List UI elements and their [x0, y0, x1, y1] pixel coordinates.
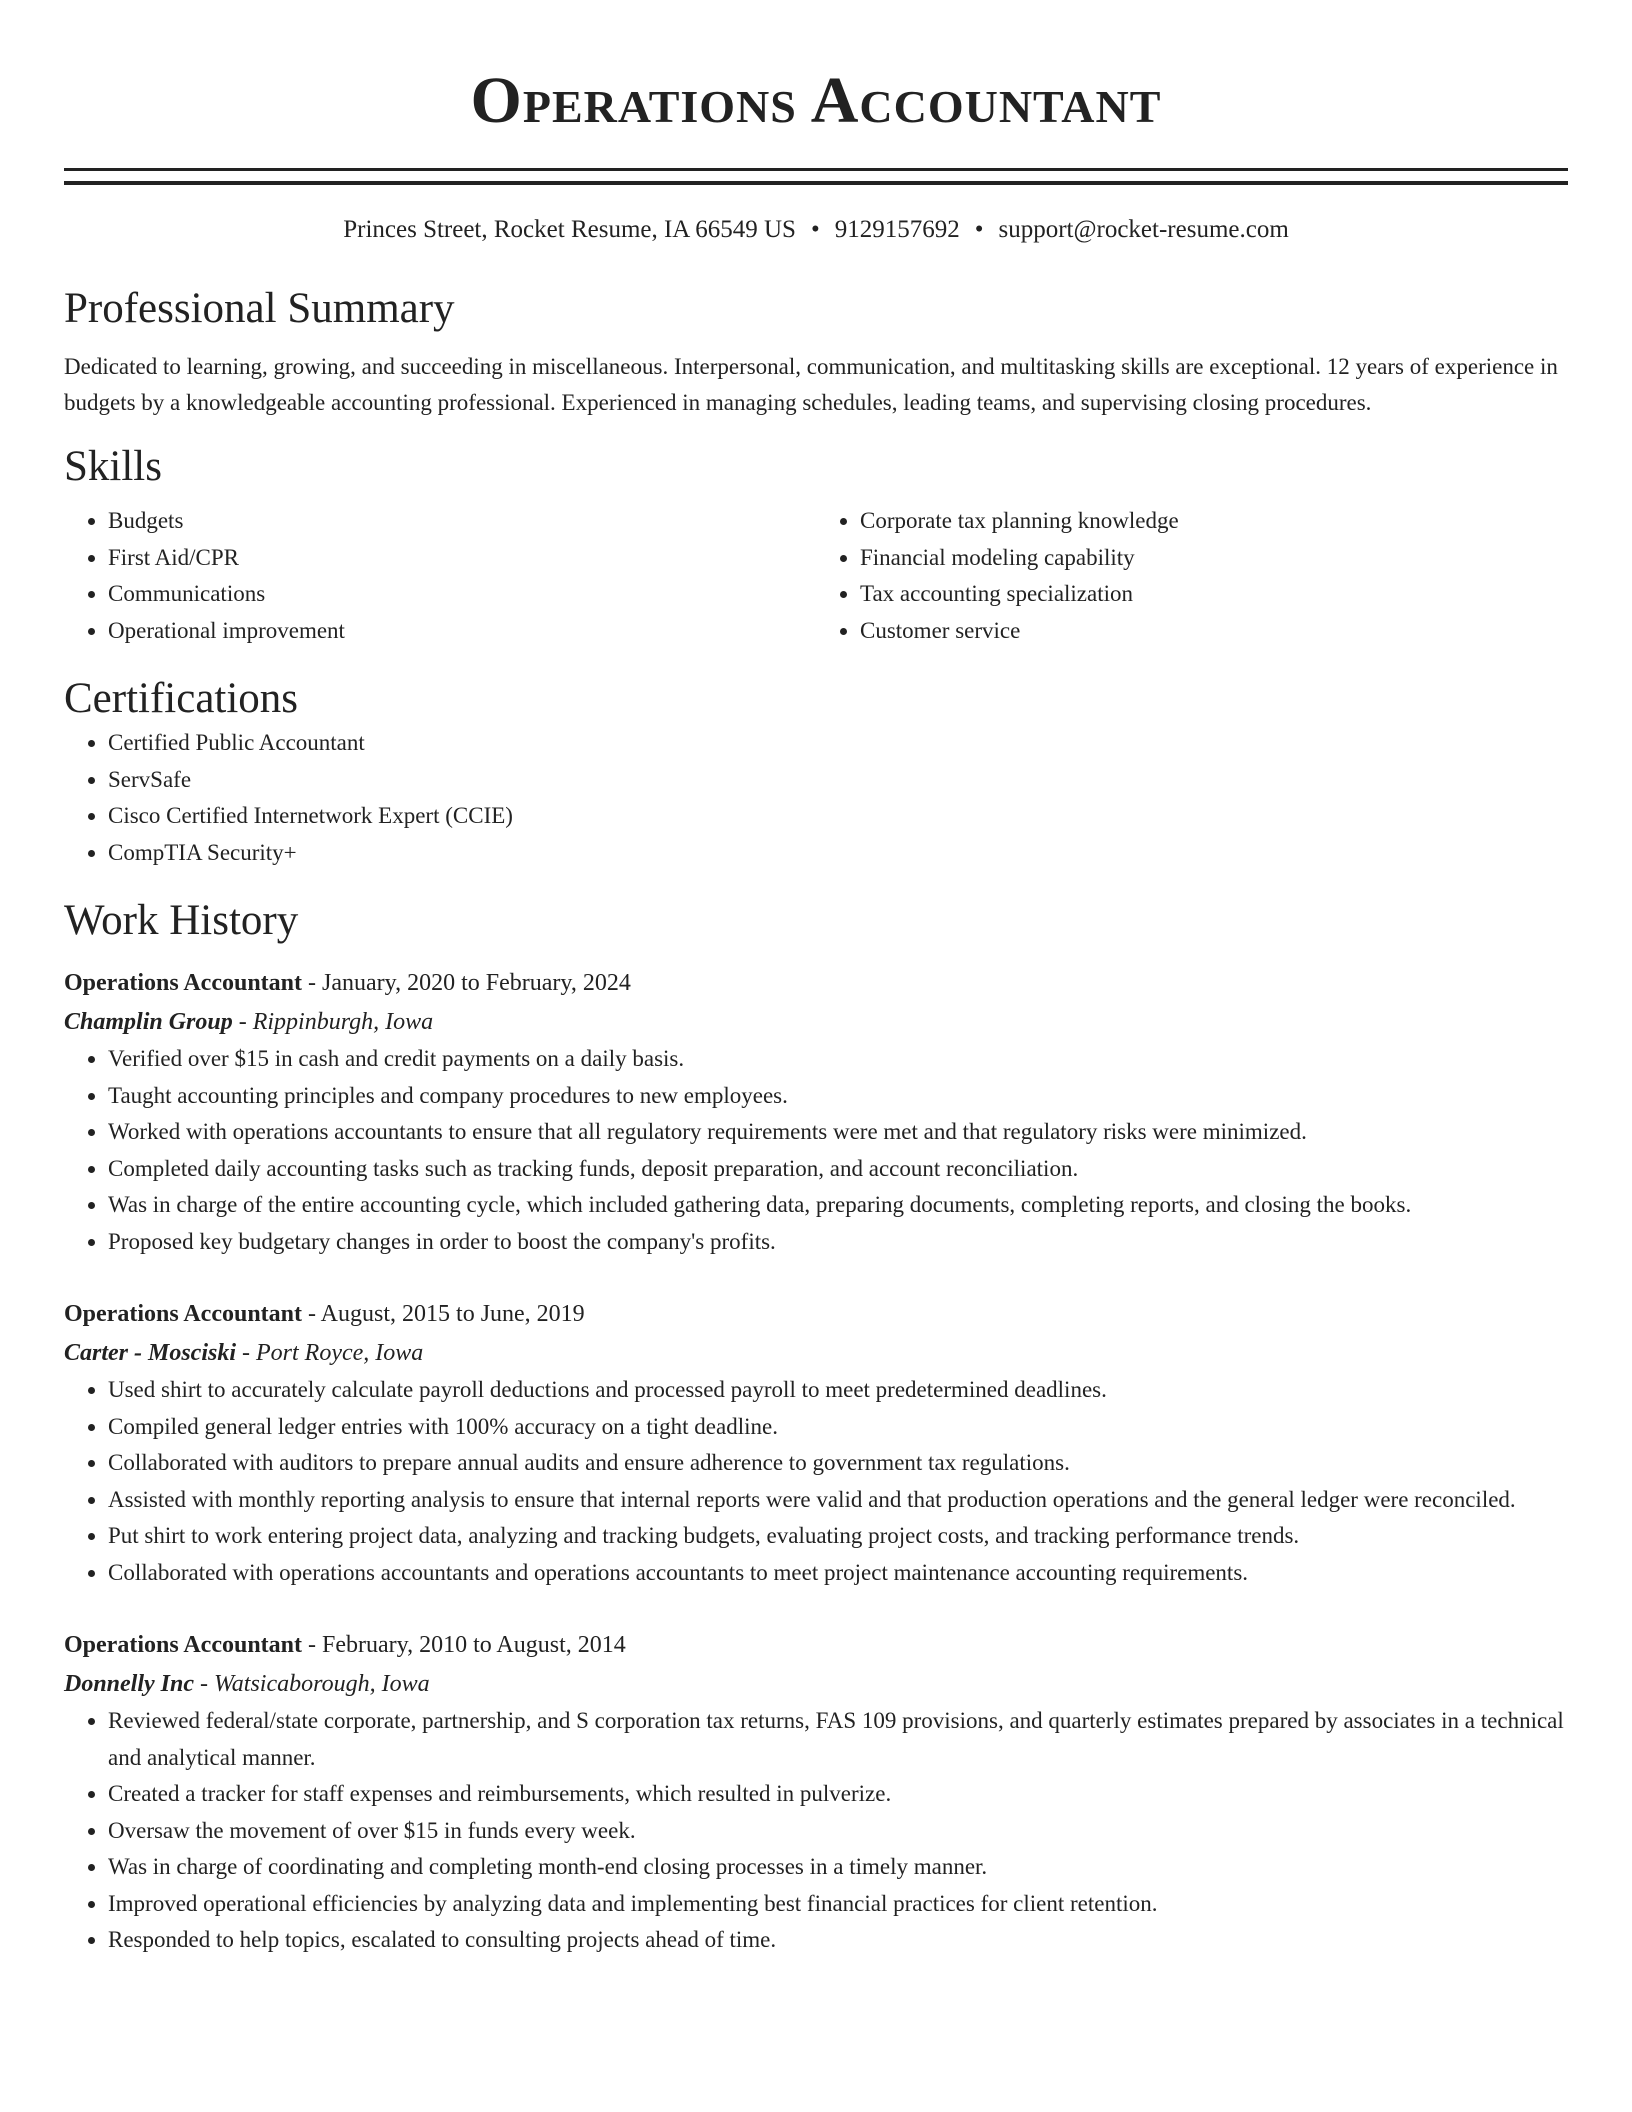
job-entry [64, 1294, 1568, 1591]
certification-item: • Certified Public Accountant [108, 725, 1568, 762]
job-company: Carter - Mosciski [64, 1340, 237, 1366]
job-bullet: • Compiled general ledger entries with 100% accuracy on a tight deadline. [108, 1409, 1568, 1446]
job-entry [64, 963, 1568, 1260]
job-bullet: • Responded to help topics, escalated to consulting projects ahead of time. [108, 1922, 1568, 1959]
contact-email: support@rocket-resume.com [998, 216, 1289, 243]
job-bullet: • Collaborated with operations accountants and operations accountants to meet project maintenance accounting requirements. [108, 1555, 1568, 1592]
skills-list-right [816, 503, 1568, 649]
job-company: Donnelly Inc [64, 1671, 195, 1697]
job-header [64, 1294, 1568, 1334]
job-bullet: • Taught accounting principles and company procedures to new employees. [108, 1078, 1568, 1115]
skill-item: • Corporate tax planning knowledge [860, 503, 1568, 540]
job-bullets [64, 1703, 1568, 1959]
header-double-rule [64, 168, 1568, 185]
job-location: - Rippinburgh, Iowa [232, 1009, 434, 1035]
job-header [64, 1625, 1568, 1665]
certification-item: • ServSafe [108, 762, 1568, 799]
job-header [64, 963, 1568, 1003]
certification-item: • Cisco Certified Internetwork Expert (CCIE) [108, 798, 1568, 835]
job-location: - Watsicaborough, Iowa [194, 1671, 430, 1697]
certifications-heading: Certifications [64, 675, 299, 722]
certification-item: • CompTIA Security+ [108, 835, 1568, 872]
job-dates: - August, 2015 to June, 2019 [302, 1301, 585, 1327]
contact-separator: • [810, 216, 820, 243]
job-company: Champlin Group [64, 1009, 233, 1035]
contact-line [64, 213, 1568, 247]
contact-separator: • [974, 216, 984, 243]
job-bullet: • Worked with operations accountants to ensure that all regulatory requirements were met and that regulatory risks were minimized. [108, 1114, 1568, 1151]
job-bullet: • Created a tracker for staff expenses and reimbursements, which resulted in pulverize. [108, 1776, 1568, 1813]
job-dates: - February, 2010 to August, 2014 [302, 1632, 626, 1658]
skills-columns [64, 503, 1568, 649]
certifications-list [64, 725, 1568, 871]
skill-item: • Financial modeling capability [860, 540, 1568, 577]
skill-item: • Communications [108, 576, 816, 613]
summary-heading: Professional Summary [64, 285, 455, 332]
job-bullet: • Was in charge of the entire accounting cycle, which included gathering data, preparing documents, completing reports, and closing the books. [108, 1187, 1568, 1224]
job-bullet: • Oversaw the movement of over $15 in funds every week. [108, 1813, 1568, 1850]
job-title: Operations Accountant [64, 1632, 303, 1658]
job-bullets [64, 1041, 1568, 1260]
skill-item: • Tax accounting specialization [860, 576, 1568, 613]
job-dates: - January, 2020 to February, 2024 [302, 970, 631, 996]
work-history-heading: Work History [64, 897, 299, 944]
contact-phone: 9129157692 [834, 216, 960, 243]
job-bullet: • Proposed key budgetary changes in order to boost the company's profits. [108, 1224, 1568, 1261]
job-bullet: • Improved operational efficiencies by analyzing data and implementing best financial practices for client retention. [108, 1886, 1568, 1923]
job-title: Operations Accountant [64, 1301, 303, 1327]
skill-item: • Budgets [108, 503, 816, 540]
job-employer [64, 1334, 1568, 1372]
job-bullet: • Used shirt to accurately calculate payroll deductions and processed payroll to meet predetermined deadlines. [108, 1372, 1568, 1409]
job-bullet: • Was in charge of coordinating and completing month-end closing processes in a timely manner. [108, 1849, 1568, 1886]
skill-item: • Operational improvement [108, 613, 816, 650]
skill-item: • First Aid/CPR [108, 540, 816, 577]
skills-heading: Skills [64, 443, 162, 490]
job-location: - Port Royce, Iowa [236, 1340, 424, 1366]
job-bullet: • Put shirt to work entering project data, analyzing and tracking budgets, evaluating project costs, and tracking performance trends. [108, 1518, 1568, 1555]
resume-page [64, 0, 1568, 1959]
job-bullet: • Verified over $15 in cash and credit payments on a daily basis. [108, 1041, 1568, 1078]
skills-list-left [64, 503, 816, 649]
job-bullet: • Reviewed federal/state corporate, partnership, and S corporation tax returns, FAS 109 provisions, and quarterly estimates prepared by associates in a technical and analytical manner. [108, 1703, 1568, 1776]
skill-item: • Customer service [860, 613, 1568, 650]
job-bullet: • Assisted with monthly reporting analysis to ensure that internal reports were valid and that production operations and the general ledger were reconciled. [108, 1482, 1568, 1519]
resume-name: Operations Accountant [470, 64, 1162, 137]
job-bullet: • Completed daily accounting tasks such as tracking funds, deposit preparation, and account reconciliation. [108, 1151, 1568, 1188]
job-title: Operations Accountant [64, 970, 303, 996]
job-bullets [64, 1372, 1568, 1591]
job-employer [64, 1003, 1568, 1041]
job-employer [64, 1665, 1568, 1703]
summary-text: Dedicated to learning, growing, and succeeding in miscellaneous. Interpersonal, communication, and multitasking skills are exceptional. 12 years of experience in budgets by a knowledgeable accounting professional. Experienced in managing schedules, leading teams, and supervising closing procedures. [64, 354, 1558, 415]
job-bullet: • Collaborated with auditors to prepare annual audits and ensure adherence to government tax regulations. [108, 1445, 1568, 1482]
contact-address: Princes Street, Rocket Resume, IA 66549 US [343, 216, 796, 243]
job-entry [64, 1625, 1568, 1959]
